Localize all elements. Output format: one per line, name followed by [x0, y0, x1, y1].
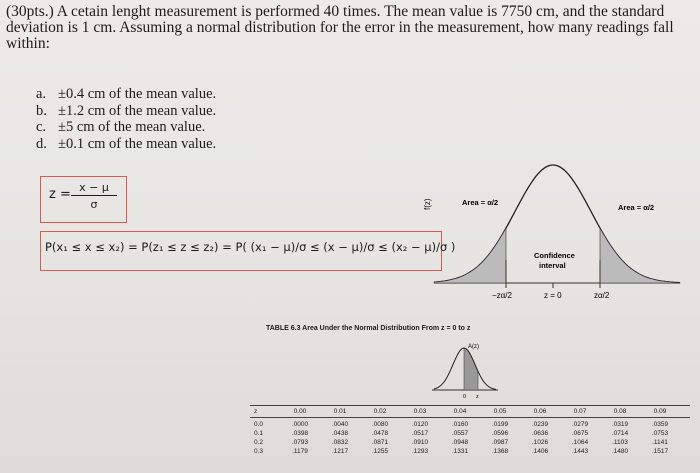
- table-cell: .0120: [411, 421, 429, 428]
- table-cell: .0987: [491, 439, 509, 446]
- table-header-cell: 0.03: [413, 408, 427, 415]
- table-cell: .0793: [291, 439, 309, 446]
- table-cell: .0040: [331, 421, 349, 428]
- table-cell: .1443: [571, 448, 589, 455]
- table-cell: .0714: [611, 430, 629, 437]
- table-cell: .1179: [292, 448, 308, 455]
- interval-label: interval: [539, 261, 566, 270]
- mini-normal-figure: [430, 335, 500, 401]
- table-cell: .0319: [611, 421, 629, 428]
- mini-area-label: A(z): [468, 344, 479, 350]
- area-right-label: Area = α/2: [618, 203, 655, 212]
- option-letter: b.: [36, 102, 47, 119]
- option-c: [36, 119, 216, 136]
- z-numerator: x − μ: [71, 181, 117, 196]
- table-header-cell: 0.06: [533, 408, 547, 415]
- table-body: [250, 420, 690, 456]
- table-cell: .1517: [651, 448, 669, 455]
- table-row: [250, 438, 690, 447]
- table-row: [250, 447, 690, 456]
- table-cell: .1141: [652, 439, 668, 446]
- table-cell: 0.3: [254, 448, 264, 455]
- table-cell: .1103: [612, 439, 628, 446]
- table-cell: .0478: [371, 430, 389, 437]
- table-cell: 0.1: [254, 430, 264, 437]
- table-cell: .0557: [451, 430, 469, 437]
- option-letter: d.: [36, 135, 47, 152]
- left-tail-area: [434, 228, 506, 283]
- table-row: [250, 420, 690, 429]
- table-header-cell: 0.02: [373, 408, 387, 415]
- table-cell: .0199: [491, 421, 509, 428]
- table-cell: .0948: [451, 439, 469, 446]
- table-cell: .0753: [651, 430, 669, 437]
- table-header-cell: 0.01: [333, 408, 347, 415]
- option-text: ±0.1 cm of the mean value.: [58, 135, 217, 152]
- table-cell: .1368: [491, 448, 509, 455]
- table-header-cell: 0.00: [293, 408, 307, 415]
- z-formula-fraction: [71, 181, 117, 211]
- table-header-cell: 0.07: [573, 408, 587, 415]
- table-caption: TABLE 6.3 Area Under the Normal Distribution From z = 0 to z: [266, 325, 471, 332]
- option-b: [36, 103, 216, 120]
- table-cell: .0910: [411, 439, 429, 446]
- table-cell: .0596: [491, 430, 509, 437]
- table-header-row: [250, 405, 690, 418]
- table-cell: .0636: [531, 430, 549, 437]
- table-cell: .0160: [451, 421, 469, 428]
- table-header-cell: 0.05: [493, 408, 507, 415]
- question-text: (30pts.) A cetain lenght measurement is performed 40 times. The mean value is 7750 cm, and the standard deviation is 1 cm. Assuming a normal distribution for the error in the measurement, how many readings fall within:: [6, 3, 674, 52]
- right-tail-area: [600, 228, 680, 283]
- z-denominator: σ: [90, 198, 98, 211]
- option-text: ±1.2 cm of the mean value.: [58, 102, 217, 119]
- mini-tick-zero: 0: [463, 394, 467, 400]
- table-cell: .0832: [331, 439, 349, 446]
- table-cell: .1293: [411, 448, 429, 455]
- option-letter: a.: [36, 86, 47, 102]
- table-cell: .1217: [331, 448, 349, 455]
- table-cell: .0517: [411, 430, 429, 437]
- table-cell: .1480: [611, 448, 629, 455]
- table-header-cell: 0.04: [453, 408, 467, 415]
- table-cell: .0239: [531, 421, 549, 428]
- probability-formula: P(x₁ ≤ x ≤ x₂) = P(z₁ ≤ z ≤ z₂) = P( (x₁ − μ)/σ ≤ (x − μ)/σ ≤ (x₂ − μ)/σ ): [45, 240, 456, 254]
- tick-left-label: −zα/2: [492, 291, 512, 300]
- table-cell: .0398: [291, 430, 309, 437]
- table-cell: .0080: [371, 421, 389, 428]
- table-header-cell: 0.08: [613, 408, 627, 415]
- table-row: [250, 429, 690, 438]
- table-cell: .0359: [651, 421, 669, 428]
- table-cell: .1255: [371, 448, 389, 455]
- table-cell: .0438: [331, 430, 349, 437]
- table-cell: .0871: [371, 439, 389, 446]
- z-formula-lhs: z =: [49, 187, 71, 202]
- option-letter: c.: [36, 119, 47, 135]
- table-cell: .1331: [451, 448, 469, 455]
- table-cell: .0279: [571, 421, 589, 428]
- mini-tick-z: z: [476, 394, 479, 400]
- table-cell: .0000: [291, 421, 309, 428]
- y-axis-label: f(z): [423, 198, 432, 210]
- option-text: ±0.4 cm of the mean value.: [58, 86, 217, 102]
- z-formula-box: [40, 176, 127, 223]
- table-cell: .1064: [571, 439, 589, 446]
- confidence-label: Confidence: [534, 251, 575, 260]
- mini-shaded-area: [464, 348, 478, 390]
- table-header-cell: z: [254, 408, 258, 415]
- probability-formula-box: [40, 231, 456, 271]
- normal-table: [250, 405, 690, 456]
- options-list: [36, 86, 216, 152]
- option-text: ±5 cm of the mean value.: [58, 119, 206, 135]
- tick-right-label: zα/2: [594, 291, 610, 300]
- option-d: [36, 136, 216, 153]
- table-cell: 0.0: [254, 421, 264, 428]
- table-cell: 0.2: [254, 439, 264, 446]
- option-a: [36, 86, 216, 103]
- table-cell: .0675: [571, 430, 589, 437]
- area-left-label: Area = α/2: [462, 198, 499, 207]
- table-header-cell: 0.09: [653, 408, 667, 415]
- normal-distribution-figure: [418, 128, 690, 308]
- table-cell: .1026: [531, 439, 549, 446]
- table-cell: .1406: [531, 448, 549, 455]
- tick-center-label: z = 0: [544, 291, 562, 300]
